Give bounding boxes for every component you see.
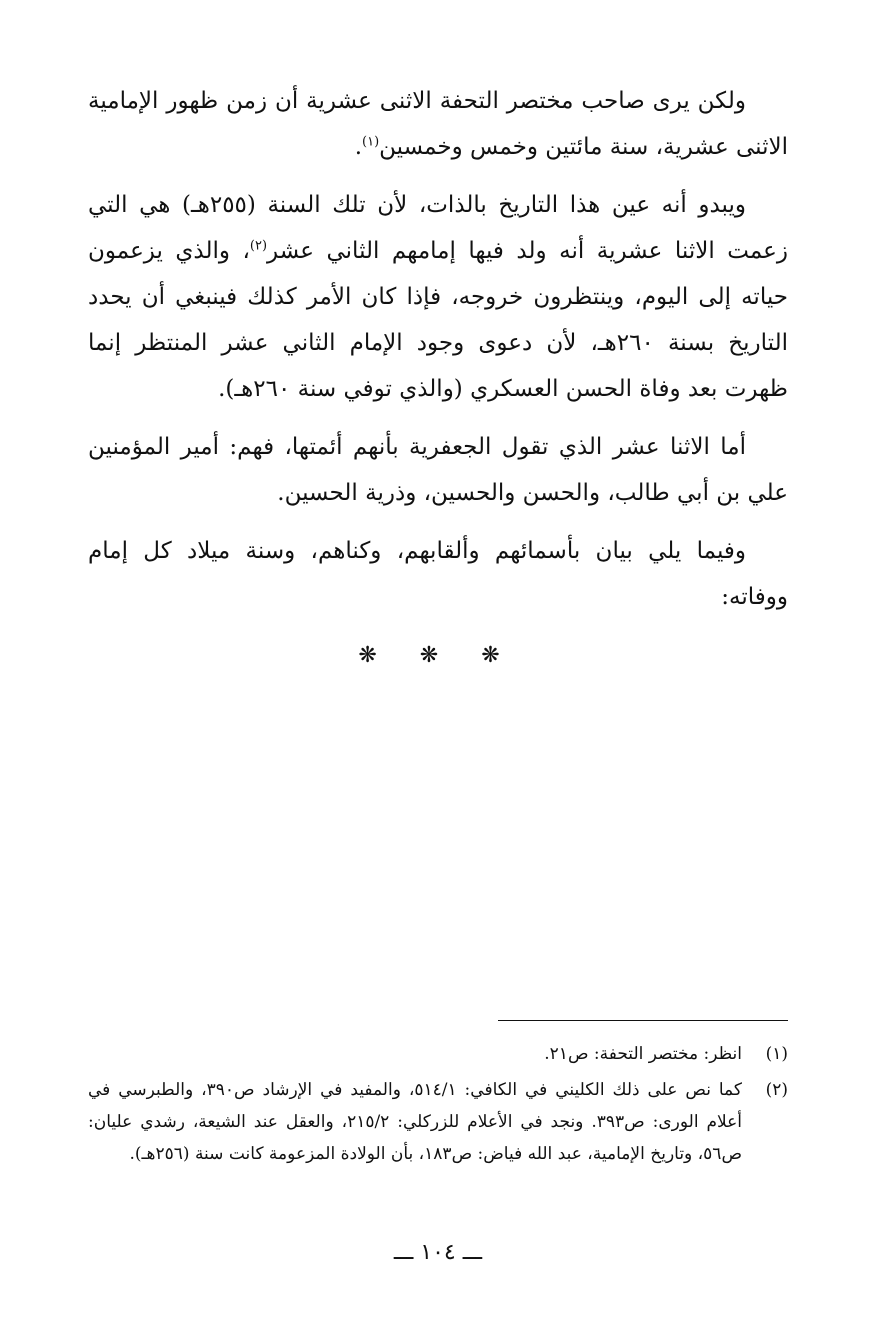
footnote-ref-1[interactable]: (١) <box>362 134 380 150</box>
footnote-1 <box>88 1038 788 1070</box>
paragraph-2-tail: ، والذي يزعمون حياته إلى اليوم، وينتظرون خروجه، فإذا كان الأمر كذلك فينبغي أن يحدد التاريخ بسنة ٢٦٠هـ، لأن دعوى وجود الإمام الثاني عشر المنتظر إنما ظهرت بعد وفاة الحسن العسكري (والذي توفي سنة ٢٦٠هـ). <box>88 238 788 402</box>
footnote-ref-2[interactable]: (٢) <box>249 238 268 254</box>
paragraph-3-text: أما الاثنا عشر الذي تقول الجعفرية بأنهم أئمتها، فهم: أمير المؤمنين علي بن أبي طالب، والحسن والحسين، وذرية الحسين. <box>88 434 788 506</box>
paragraph-4-text: وفيما يلي بيان بأسمائهم وألقابهم، وكناهم، وسنة ميلاد كل إمام ووفاته: <box>88 538 788 610</box>
footnote-2-number: (٢) <box>765 1080 788 1100</box>
paragraph-1-tail: . <box>354 134 362 160</box>
paragraph-1 <box>88 78 788 170</box>
book-page <box>88 78 788 1278</box>
paragraph-1-text: ولكن يرى صاحب مختصر التحفة الاثنى عشرية أن زمن ظهور الإمامية الاثنى عشرية، سنة مائتين وخمس وخمسين <box>88 88 788 160</box>
section-ornament: ❋ ❋ ❋ <box>358 643 518 668</box>
footnote-1-number: (١) <box>765 1044 788 1064</box>
paragraph-2-text: ويبدو أنه عين هذا التاريخ بالذات، لأن تلك السنة (٢٥٥هـ) هي التي زعمت الاثنا عشرية أنه ولد فيها إمامهم الثاني عشر <box>88 192 788 264</box>
footnote-2 <box>88 1074 788 1170</box>
paragraph-2 <box>88 182 788 412</box>
footnote-2-text: كما نص على ذلك الكليني في الكافي: ٥١٤/١، والمفيد في الإرشاد ص٣٩٠، والطبرسي في أعلام الورى: ص٣٩٣. ونجد في الأعلام للزركلي: ٢١٥/٢، والعقل عند الشيعة، رشدي عليان: ص٥٦، وتاريخ الإمامية، عبد الله فياض: ص١٨٣، بأن الولادة المزعومة كانت سنة (٢٥٦هـ). <box>88 1080 743 1164</box>
paragraph-4 <box>88 528 788 620</box>
footnote-1-text: انظر: مختصر التحفة: ص٢١. <box>544 1044 742 1064</box>
page-number: ـــ ١٠٤ ـــ <box>393 1240 483 1265</box>
body-text <box>88 78 788 620</box>
footnotes <box>88 1038 788 1174</box>
paragraph-3 <box>88 424 788 516</box>
footnote-separator <box>498 1020 788 1021</box>
